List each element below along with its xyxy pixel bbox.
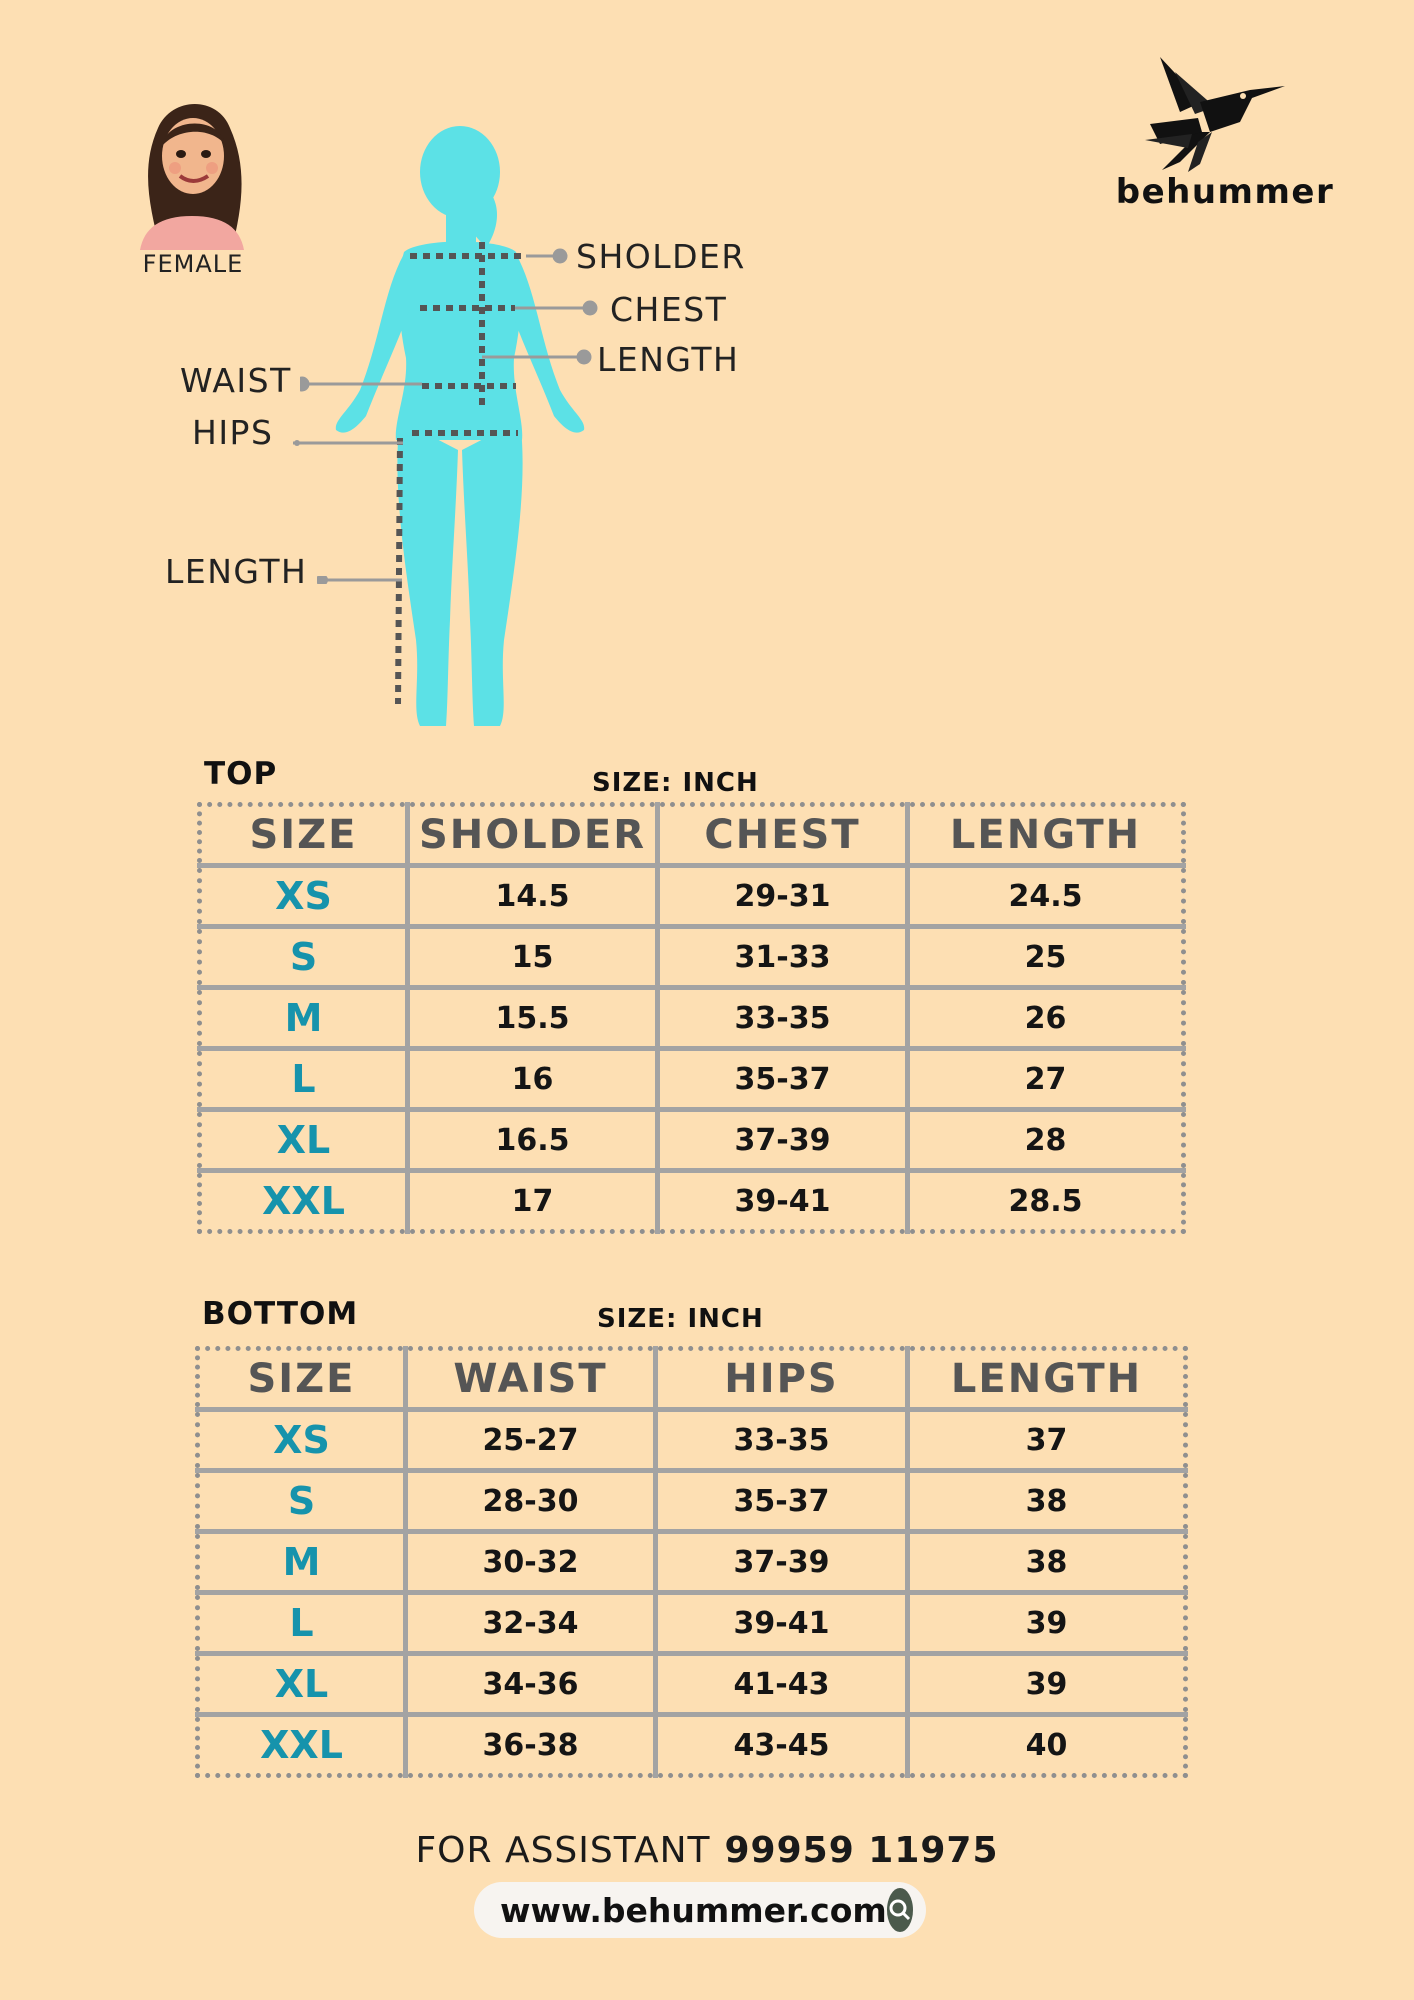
assist-phone[interactable]: 99959 11975	[724, 1830, 999, 1871]
table-header-row	[200, 805, 1184, 866]
search-icon[interactable]	[887, 1888, 913, 1932]
column-header: SIZE	[198, 1349, 406, 1410]
label-hips: HIPS	[192, 413, 274, 452]
bottom-unit: SIZE: INCH	[597, 1304, 764, 1334]
measure-cell: 31-33	[658, 927, 908, 988]
size-cell: XS	[198, 1410, 406, 1471]
column-header: CHEST	[658, 805, 908, 866]
label-length-top: LENGTH	[597, 340, 740, 379]
column-header: WAIST	[406, 1349, 656, 1410]
size-cell: M	[198, 1532, 406, 1593]
column-header: HIPS	[656, 1349, 908, 1410]
column-header: SIZE	[200, 805, 408, 866]
body-figure	[300, 120, 820, 740]
measure-cell: 33-35	[658, 988, 908, 1049]
measure-cell: 37	[908, 1410, 1186, 1471]
top-section-title: TOP	[204, 756, 278, 792]
table-row	[200, 1110, 1184, 1171]
size-cell: XL	[200, 1110, 408, 1171]
measure-cell: 40	[908, 1715, 1186, 1776]
label-chest: CHEST	[610, 290, 728, 329]
table-row	[200, 1171, 1184, 1232]
table-row	[198, 1410, 1186, 1471]
table-row	[200, 1049, 1184, 1110]
size-cell: XS	[200, 866, 408, 927]
measure-cell: 15.5	[408, 988, 658, 1049]
size-cell: XXL	[262, 1179, 345, 1223]
bottom-section-title: BOTTOM	[202, 1296, 359, 1332]
measure-cell: 35-37	[656, 1471, 908, 1532]
measure-cell: 37-39	[658, 1110, 908, 1171]
measure-cell: 28	[908, 1110, 1184, 1171]
measure-cell: 26	[908, 988, 1184, 1049]
table-row	[198, 1593, 1186, 1654]
hummingbird-logo-icon	[1140, 52, 1290, 172]
measure-cell: 29-31	[658, 866, 908, 927]
avatar-label: FEMALE	[142, 250, 244, 278]
measure-cell: 17	[408, 1171, 658, 1232]
measure-cell: 16	[408, 1049, 658, 1110]
size-cell: M	[200, 988, 408, 1049]
measure-cell: 39-41	[658, 1171, 908, 1232]
top-size-table	[197, 802, 1186, 1234]
measure-cell: 28.5	[908, 1171, 1184, 1232]
top-unit: SIZE: INCH	[592, 768, 759, 798]
table-header-row	[198, 1349, 1186, 1410]
measure-cell: 16.5	[408, 1110, 658, 1171]
table-row	[200, 927, 1184, 988]
column-header: SHOLDER	[408, 805, 658, 866]
measure-cell: 25-27	[406, 1410, 656, 1471]
assistance-line	[0, 1830, 1414, 1871]
measure-cell: 30-32	[406, 1532, 656, 1593]
measure-cell: 38	[908, 1532, 1186, 1593]
measure-cell: 36-38	[406, 1715, 656, 1776]
table-row	[200, 988, 1184, 1049]
size-cell: XL	[198, 1654, 406, 1715]
bottom-size-table	[195, 1346, 1188, 1778]
measure-cell: 41-43	[656, 1654, 908, 1715]
measure-cell: 32-34	[406, 1593, 656, 1654]
measure-cell: 38	[908, 1471, 1186, 1532]
hips-leader	[293, 431, 403, 437]
size-cell: S	[200, 927, 408, 988]
measure-cell: 27	[908, 1049, 1184, 1110]
table-row	[200, 866, 1184, 927]
website-link[interactable]: www.behummer.com	[500, 1890, 887, 1930]
label-waist: WAIST	[180, 361, 292, 400]
table-row	[198, 1654, 1186, 1715]
label-sholder: SHOLDER	[576, 237, 746, 276]
measure-cell: 37-39	[656, 1532, 908, 1593]
measure-cell: 28-30	[406, 1471, 656, 1532]
size-cell: L	[200, 1049, 408, 1110]
column-header: LENGTH	[908, 805, 1184, 866]
column-header: LENGTH	[908, 1349, 1186, 1410]
website-search-bar[interactable]	[474, 1882, 926, 1938]
measure-cell: 43-45	[656, 1715, 908, 1776]
brand-name: behummer	[1115, 172, 1335, 212]
measure-cell: 39	[908, 1593, 1186, 1654]
table-row	[198, 1715, 1186, 1776]
measure-cell: 33-35	[656, 1410, 908, 1471]
measure-cell: 39-41	[656, 1593, 908, 1654]
length-leader	[317, 569, 402, 577]
female-avatar	[120, 88, 265, 250]
measure-cell: 35-37	[658, 1049, 908, 1110]
table-row	[198, 1471, 1186, 1532]
assist-label: FOR ASSISTANT	[415, 1830, 711, 1871]
measure-cell: 14.5	[408, 866, 658, 927]
size-cell: L	[198, 1593, 406, 1654]
label-length-bottom: LENGTH	[165, 552, 308, 591]
measure-cell: 39	[908, 1654, 1186, 1715]
size-cell: S	[198, 1471, 406, 1532]
size-cell: XXL	[260, 1723, 343, 1767]
table-row	[198, 1532, 1186, 1593]
measure-cell: 34-36	[406, 1654, 656, 1715]
measure-cell: 24.5	[908, 866, 1184, 927]
measure-cell: 25	[908, 927, 1184, 988]
measure-cell: 15	[408, 927, 658, 988]
